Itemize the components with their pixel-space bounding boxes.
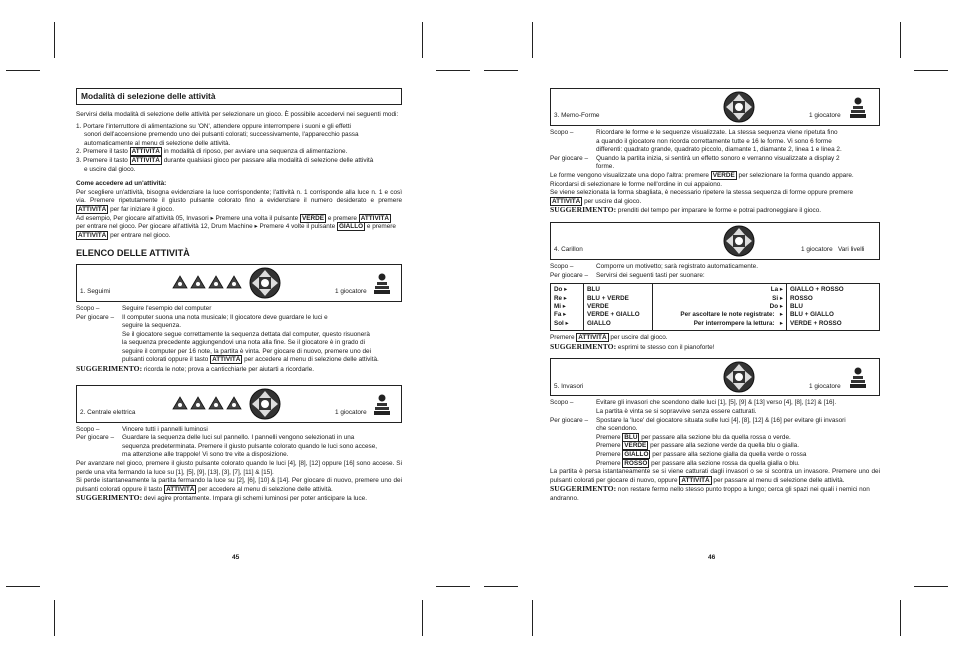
yellow-key-label: GIALLO <box>624 450 649 458</box>
per-giocare-row: Per giocare – Servirsi dei seguenti tasti per suonare: <box>550 271 705 279</box>
activity-name: 1. Seguimi <box>80 288 111 296</box>
notes-col: Do ▸ Re ▸ Mi ▸ Fa ▸ Sol ▸ <box>551 284 584 331</box>
access-paragraph: Per scegliere un'attività, bisogna evidenziare la luce corrispondente; l'attività n. 1 corrisponde alla luce n. 1 e così via. Premere ripetutamente il giusto pulsante colorato fino a evidenziare il numero desiderato e premere ATTIVITÀ per far iniziare il gioco. <box>76 188 402 213</box>
step-1-line: sonori dell'accensione premendo uno dei pulsanti colorati; successivamente, l'apparecchio passa <box>84 131 359 139</box>
blue-key-label: BLU <box>624 433 638 441</box>
move-line: Premere VERDE per passare alla sezione verde da quella blu o gialla. <box>596 442 799 450</box>
activity-key-label: ATTIVITÀ <box>681 476 710 484</box>
crop-mark <box>484 70 518 71</box>
game-pad-icon <box>723 91 755 123</box>
per-giocare-row: Per giocare – Spostare la 'luce' del giocatore situata sulle luci [4], [8], [12] & [16] per evitare gli invasori <box>550 416 846 424</box>
page-number: 46 <box>708 554 716 561</box>
page-number: 45 <box>232 554 240 561</box>
step-1-line: automaticamente al menu di selezione delle attività. <box>84 139 231 147</box>
access-example: Ad esempio, Per giocare all'attività 05, Invasori ▸ Premere una volta il pulsante VERDE e premere ATTIVITÀ per entrare nel gioco. Per giocare all'attività 12, Drum Machine ▸ Premere 4 volte il pulsante GIALLO e premere ATTIVITÀ per entrare nel gioco. <box>76 214 396 239</box>
green-key-label: VERDE <box>302 214 325 222</box>
rule-line: la sequenza precedente aggiungendovi una nota alla fine. Se il giocatore è in grado di <box>122 339 366 347</box>
crop-mark <box>532 600 533 636</box>
rule-line: sequenza predeterminata. Premere il giusto pulsante colorato quando le luci sono accese, <box>122 442 378 450</box>
players-label: 1 giocatore <box>809 112 841 120</box>
scopo-row: Scopo – Comporre un motivetto; sarà registrato automaticamente. <box>550 262 758 270</box>
step-2: 2. Premere il tasto ATTIVITÀ in modalità di riposo, per avviare una sequenza di alimentazione. <box>76 148 348 156</box>
notes-col-2: La ▸ Si ▸ Do ▸ Per ascoltare le note registrate: ▸ Per interrompere la lettura: ▸ <box>653 284 787 331</box>
intro-text: Servirsi della modalità di selezione delle attività per selezionare un gioco. È possibile accedervi nei seguenti modi: <box>76 111 399 118</box>
crop-mark <box>484 586 518 587</box>
crop-mark <box>436 586 470 587</box>
rule-line: che scendono. <box>596 425 638 433</box>
scopo-row: Scopo – Evitare gli invasori che scendono dalle luci [1], [5], [9] & [13] verso [4], [8], [12] & [16]. <box>550 399 837 407</box>
tip: SUGGERIMENTO: prenditi del tempo per imparare le forme e potrai padroneggiare il gioco. <box>550 205 822 215</box>
rule-line: differenti: quadrato grande, quadrato piccolo, diamante 1, diamante 2, linea 1 e linea 2. <box>596 146 842 154</box>
scopo-row: Scopo – Ricordare le forme e le sequenze visualizzate. La stessa sequenza viene ripetuta fino <box>550 129 838 136</box>
rule-line: a quando il giocatore non ricorda correttamente tutte e 16 le forme. Vi sono 6 forme <box>596 137 832 145</box>
game-pad-icon <box>723 225 755 257</box>
activity-key-label: ATTIVITÀ <box>552 197 581 205</box>
step-1: 1. Portare l'interruttore di alimentazione su 'ON', attendere oppure interrompere i suoni e gli effetti <box>76 122 351 130</box>
rule-line: Se il giocatore segue correttamente la sequenza dettata dal computer, questo risuonerà <box>122 330 370 338</box>
section-title: ELENCO DELLE ATTIVITÀ <box>76 248 190 259</box>
rule-paragraph: Le forme vengono visualizzate una dopo l'altra: premere VERDE per selezionare la forma quando appare. <box>550 171 854 179</box>
rule-paragraph: Se viene selezionata la forma sbagliata, è necessario ripetere la stessa sequenza di forme oppure premere <box>550 189 854 197</box>
crop-mark <box>900 600 901 636</box>
crop-mark <box>532 22 533 58</box>
player-pawn-icon <box>849 367 867 389</box>
rule-line: seguire il computer per 16 note, la partita è vinta. Per giocare di nuovo, premere uno dei <box>122 347 372 355</box>
game-pad-icon <box>249 267 281 299</box>
move-line: Premere ROSSO per passare alla sezione rossa da quella gialla o blu. <box>596 459 800 467</box>
rule-line: seguire la sequenza. <box>122 322 181 330</box>
game-pad-icon <box>249 388 281 420</box>
crop-mark <box>422 22 423 58</box>
tip: SUGGERIMENTO: non restare fermo nello stesso punto troppo a lungo; cerca gli spazi nei quali i nemici non andranno. <box>550 484 870 502</box>
activity-key-label: ATTIVITÀ <box>212 356 241 364</box>
tip: SUGGERIMENTO: devi agire prontamente. Impara gli schemi luminosi per poter anticipare la luce. <box>76 493 367 503</box>
activity-box-1 <box>76 264 402 302</box>
green-key-label: VERDE <box>712 171 735 179</box>
green-key-label: VERDE <box>624 442 647 450</box>
tip: SUGGERIMENTO: ricorda le note; prova a canticchiarle per aiutarti a ricordarle. <box>76 364 315 374</box>
rule-line: La partita è vinta se si sopravvive senza essere catturati. <box>596 407 757 415</box>
per-giocare-row: Per giocare – Quando la partita inizia, si sentirà un effetto sonoro e verranno visualizzate a display 2 <box>550 154 840 162</box>
rule-paragraph: Premere ATTIVITÀ per uscire dal gioco. <box>550 334 668 342</box>
crop-mark <box>422 600 423 636</box>
players-label: 1 giocatore <box>335 409 367 417</box>
activity-key-label: ATTIVITÀ <box>578 334 607 342</box>
move-line: Premere GIALLO per passare alla sezione gialla da quella verde o rossa <box>596 450 807 458</box>
arrow-right-icon: ▸ <box>254 223 258 231</box>
crop-mark <box>914 70 948 71</box>
player-pawn-icon <box>849 97 867 119</box>
lights-row-icon <box>171 393 249 411</box>
step-3-line: e uscire dal gioco. <box>84 165 136 173</box>
activity-name: 5. Invasori <box>554 382 584 390</box>
crop-mark <box>436 70 470 71</box>
crop-mark <box>6 586 40 587</box>
rule-paragraph: La partita è persa istantaneamente se si viene catturati dagli invasori o se si scontra un invasore. Premere uno dei pulsanti colorati per giocare di nuovo, oppure ATTIVITÀ per passare al menu di selezione delle attività. <box>550 468 880 484</box>
rule-line: pulsanti colorati oppure il tasto ATTIVITÀ per accedere al menu di selezione delle attività. <box>122 356 379 364</box>
players-label: 1 giocatore <box>809 382 841 390</box>
section-header: Modalità di selezione delle attività <box>76 88 402 105</box>
crop-mark <box>54 22 55 58</box>
per-giocare-row: Per giocare – Guardare la sequenza delle luci sul pannello. I pannelli vengono selezionati in una <box>76 434 355 442</box>
activity-key-label: ATTIVITÀ <box>131 156 160 164</box>
red-key-label: ROSSO <box>624 459 648 467</box>
scopo-row: Scopo – Seguire l'esempio del computer <box>76 304 212 312</box>
rule-paragraph: Ricordarsi di selezionare le forme nell'ordine in cui appaiono. <box>550 180 723 188</box>
activity-key-label: ATTIVITÀ <box>78 205 107 213</box>
crop-mark <box>914 586 948 587</box>
crop-mark <box>6 70 40 71</box>
activity-key-label: ATTIVITÀ <box>360 214 390 222</box>
activity-key-label: ATTIVITÀ <box>166 485 195 493</box>
activity-box-4 <box>550 222 880 260</box>
activity-key-label: ATTIVITÀ <box>78 231 107 239</box>
arrow-right-icon: ▸ <box>210 214 214 222</box>
per-giocare-row: Per giocare – Il computer suona una nota musicale; Il giocatore deve guardare le luci e <box>76 313 328 321</box>
page-right <box>550 88 880 503</box>
rule-line: forme. <box>596 163 615 171</box>
game-pad-icon <box>723 361 755 393</box>
crop-mark <box>900 22 901 58</box>
players-label: 1 giocatore Vari livelli <box>801 246 865 254</box>
activity-box-3 <box>550 88 880 126</box>
move-line: Premere BLU per passare alla sezione blu da quella rossa o verde. <box>596 433 791 441</box>
activity-key-label: ATTIVITÀ <box>131 148 160 156</box>
yellow-key-label: GIALLO <box>338 223 364 231</box>
rule-line: ma attenzione alle trappole! Vi sono tre vite a disposizione. <box>122 451 289 459</box>
rule-paragraph: Per avanzare nel gioco, premere il giusto pulsante colorato quando le luci [4], [8], [12] oppure [16] sono accese. Si perde una vita fermando la luce su [1], [5], [9], [13], [3], [7], [11] & [15]. <box>76 460 402 476</box>
players-label: 1 giocatore <box>335 288 367 296</box>
scopo-row: Scopo – Vincere tutti i pannelli luminosi <box>76 425 208 433</box>
access-title: Come accedere ad un'attività: <box>76 180 167 188</box>
player-pawn-icon <box>373 394 391 416</box>
step-3: 3. Premere il tasto ATTIVITÀ durante qualsiasi gioco per passare alla modalità di selezione delle attività <box>76 156 374 164</box>
activity-name: 2. Centrale elettrica <box>80 409 136 417</box>
crop-mark <box>54 600 55 636</box>
rule-paragraph: ATTIVITÀ per uscire dal gioco. <box>552 197 642 205</box>
lights-row-icon <box>171 272 249 290</box>
activity-box-5 <box>550 358 880 396</box>
tip: SUGGERIMENTO: esprimi te stesso con il pianoforte! <box>550 341 715 351</box>
key-mapping-table <box>550 283 880 331</box>
colors-col-2: GIALLO + ROSSO ROSSO BLU BLU + GIALLO VERDE + ROSSO <box>787 284 880 331</box>
colors-col: BLU BLU + VERDE VERDE VERDE + GIALLO GIALLO <box>584 284 653 331</box>
activity-name: 3. Memo-Forme <box>554 112 600 120</box>
rule-paragraph: Si perde istantaneamente la partita fermando la luce su [2], [6], [10] & [14]. Per giocare di nuovo, premere uno dei pulsanti colorati oppure il tasto ATTIVITÀ per accedere al menu di selezione delle attività. <box>76 477 402 493</box>
activity-name: 4. Carillon <box>554 246 583 254</box>
activity-box-2 <box>76 385 402 423</box>
player-pawn-icon <box>373 273 391 295</box>
page-left <box>76 88 402 504</box>
